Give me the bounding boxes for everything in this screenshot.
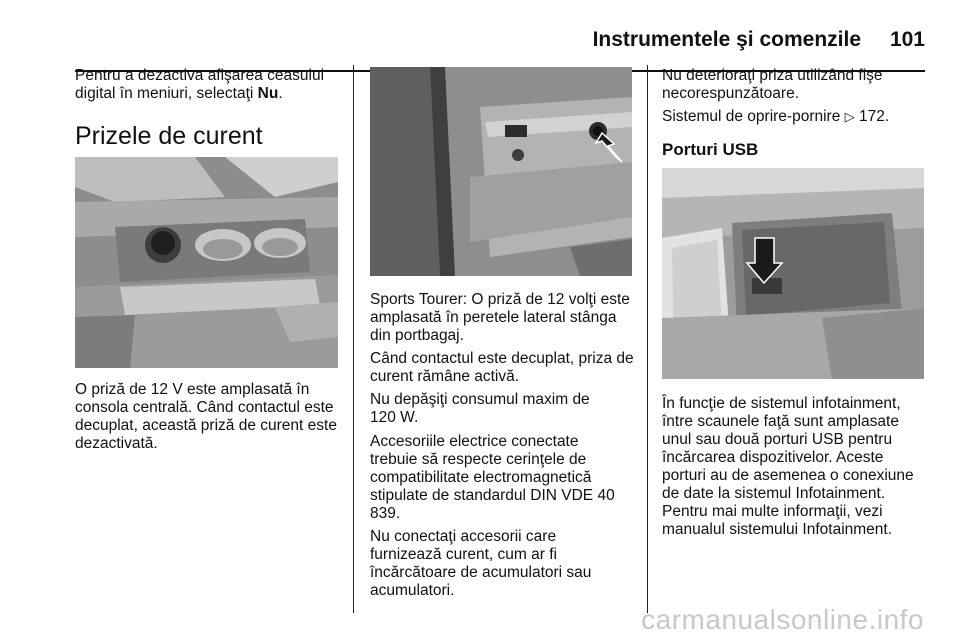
intro-paragraph (75, 67, 343, 103)
no-chargers-paragraph: Nu conectaţi accesorii care furnizează curent, cum ar fi încărcătoare de acumulatori sau acumulatori. (370, 528, 592, 599)
column-divider (647, 65, 648, 613)
page-title: Instrumentele şi comenzile (592, 28, 861, 51)
page-header (75, 22, 925, 50)
console-outlet-figure (75, 157, 338, 368)
plug-warning-paragraph: Nu deterioraţi priza utilizând fişe necorespunzătoare. (662, 67, 883, 102)
trunk-outlet-paragraph: Sports Tourer: O priză de 12 volţi este amplasată în peretele lateral stânga din portbagaj. (370, 291, 630, 344)
page-reference-icon: ▷ (844, 109, 855, 124)
page-number: 101 (889, 28, 925, 51)
usb-description-paragraph: În funcţie de sistemul infotainment, între scaunele faţă sunt amplasate unul sau două porturi USB pentru încărcarea dispozitivelor. Aceste porturi au de asemenea o conexiune de date la sistemul Infotainment. Pentru mai multe informaţii, vezi manualul sistemului Infotainment. (662, 395, 914, 538)
trunk-outlet-figure (370, 67, 632, 276)
ignition-off-paragraph: Când contactul este decuplat, priza de curent rămâne activă. (370, 350, 634, 385)
stop-start-reference (662, 108, 928, 126)
intro-bold-option: Nu (257, 85, 279, 102)
emc-paragraph: Accesoriile electrice conectate trebuie să respecte cerinţele de compatibilitate electromagnetică stipulate de standardul DIN VDE 40 839. (370, 433, 615, 522)
max-power-paragraph: Nu depăşiţi consumul maxim de 120 W. (370, 391, 590, 426)
watermark: carmanualsonline.info (641, 604, 924, 635)
console-outlet-caption: O priză de 12 V este amplasată în consola centrală. Când contactul este decuplat, această priză de curent este dezactivată. (75, 381, 337, 452)
column-divider (353, 65, 354, 613)
stop-start-text: Sistemul de oprire-pornire (662, 108, 845, 125)
section-heading-usb: Porturi USB (662, 140, 759, 159)
intro-end: . (278, 85, 283, 102)
intro-text: Pentru a dezactiva afişarea ceasului digital în meniuri, selectaţi (75, 67, 325, 102)
stop-start-page-ref[interactable]: 172. (858, 108, 890, 125)
usb-port-figure (662, 168, 924, 379)
section-heading-power-outlets: Prizele de curent (75, 122, 263, 150)
